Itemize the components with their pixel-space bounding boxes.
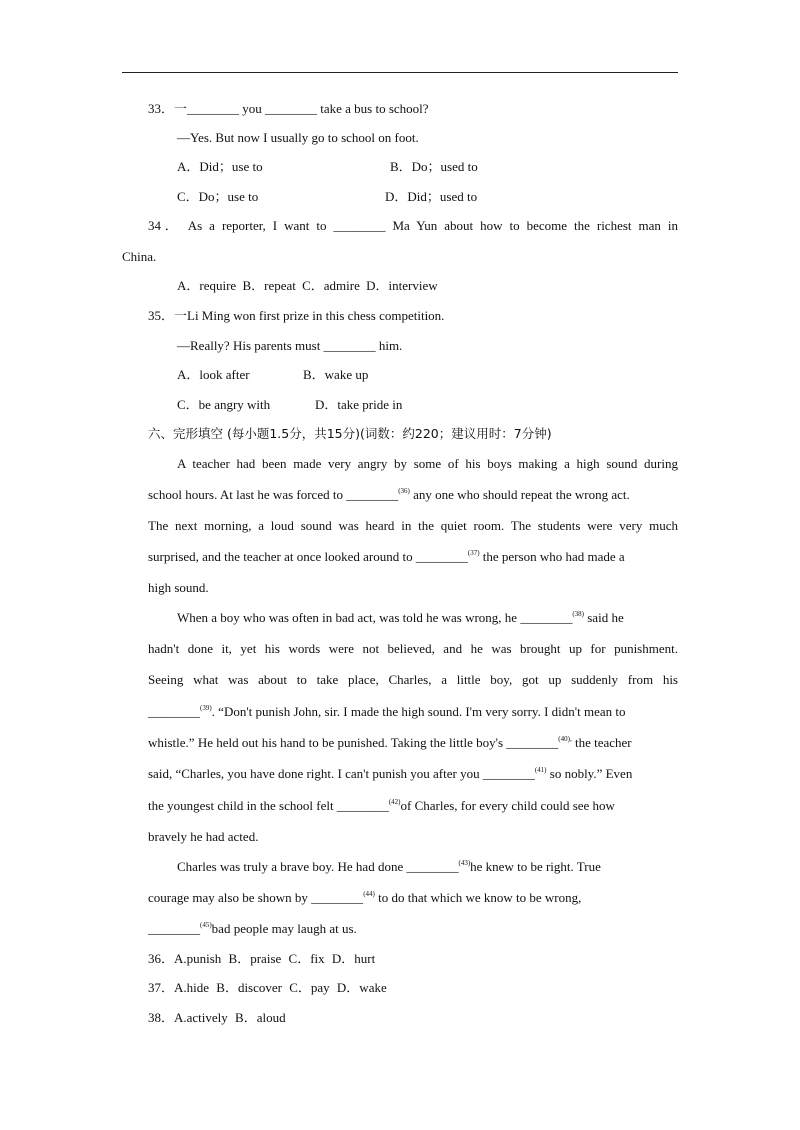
blank-36-number: (36) — [398, 487, 410, 495]
q33-option-c: C．Do；use to — [177, 189, 259, 204]
passage-p2-line-3: Seeing what was about to take place, Charles, a little boy, got up suddenly from his — [148, 672, 678, 687]
blank-45-number: (45) — [200, 921, 212, 929]
q35-option-b: B．wake up — [303, 367, 369, 382]
passage-p2-line-1: When a boy who was often in bad act, was told he was wrong, he ________$^{(38)}$ said he — [177, 610, 624, 625]
passage-p2-line-7: the youngest child in the school felt ________$^{(42)}$of Charles, for every child could see how — [148, 798, 615, 813]
passage-p1-line-4: surprised, and the teacher at once looked around to ________$^{(37)}$ the person who had made a — [148, 549, 625, 564]
answer-38-options: 38．A.actively B．aloud — [148, 1010, 286, 1025]
answer-36-options: 36．A.punish B．praise C．fix D．hurt — [148, 951, 376, 966]
q33-option-b: B．Do；used to — [390, 159, 478, 174]
q35-option-d: D．take pride in — [315, 397, 403, 412]
top-rule — [122, 72, 678, 73]
passage-p3-line-2: courage may also be shown by ________$^{(44)}$ to do that which we know to be wrong, — [148, 890, 582, 905]
passage-p2-line-6: said, “Charles, you have done right. I can't punish you after you ________$^{(41)}$ so nobly.” Even — [148, 766, 633, 781]
blank-42-number: (42) — [388, 798, 401, 806]
passage-p2-line-5: whistle.” He held out his hand to be punished. Taking the little boy's ________$^{(40),}$ the teacher — [148, 735, 632, 750]
passage-p2-line-2: hadn't done it, yet his words were not believed, and he was brought up for punishment. — [148, 641, 678, 656]
passage-p2-line-4: ________$^{(39)}$. “Don't punish John, sir. I made the high sound. I'm very sorry. I didn't mean to — [148, 704, 626, 719]
passage-p1-line-1: A teacher had been made very angry by some of his boys making a high sound during — [177, 456, 678, 471]
q33-stem: 33．一________ you ________ take a bus to school? — [148, 101, 429, 116]
section-heading: 六、完形填空 (每小题1.5分，共15分)(词数：约220；建议用时：7分钟) — [148, 426, 552, 441]
q34-stem-line-1: 34． As a reporter, I want to ________ Ma Yun about how to become the richest man in — [148, 218, 678, 233]
q35-option-c: C．be angry with — [177, 397, 271, 412]
blank-40-number: (40), — [558, 735, 572, 743]
q34-options: A．require B．repeat C．admire D．interview — [177, 278, 438, 293]
passage-p1-line-3: The next morning, a loud sound was heard in the quiet room. The students were very much — [148, 518, 678, 533]
q35-stem: 35．一Li Ming won first prize in this chess competition. — [148, 308, 445, 323]
q35-option-a: A．look after — [177, 367, 250, 382]
blank-37-number: (37) — [467, 549, 480, 557]
q33-reply: —Yes. But now I usually go to school on foot. — [177, 130, 419, 145]
passage-p3-line-3: ________$^{(45)}$bad people may laugh at us. — [148, 921, 357, 936]
blank-38-number: (38) — [572, 610, 584, 618]
q33-option-a: A．Did；use to — [177, 159, 263, 174]
answer-37-options: 37．A.hide B．discover C．pay D．wake — [148, 980, 387, 995]
q35-reply: —Really? His parents must ________ him. — [177, 338, 403, 353]
blank-39-number: (39) — [200, 704, 212, 712]
passage-p2-line-8: bravely he had acted. — [148, 829, 259, 844]
q33-option-d: D．Did；used to — [385, 189, 478, 204]
passage-p1-line-5: high sound. — [148, 580, 209, 595]
q34-stem-line-2: China. — [122, 249, 157, 264]
passage-p1-line-2: school hours. At last he was forced to ________$^{(36)}$ any one who should repeat the wrong act. — [148, 487, 630, 502]
blank-44-number: (44) — [363, 890, 375, 898]
blank-43-number: (43) — [458, 859, 471, 867]
passage-p3-line-1: Charles was truly a brave boy. He had done ________$^{(43)}$he knew to be right. True — [177, 859, 601, 874]
blank-41-number: (41) — [534, 766, 547, 774]
